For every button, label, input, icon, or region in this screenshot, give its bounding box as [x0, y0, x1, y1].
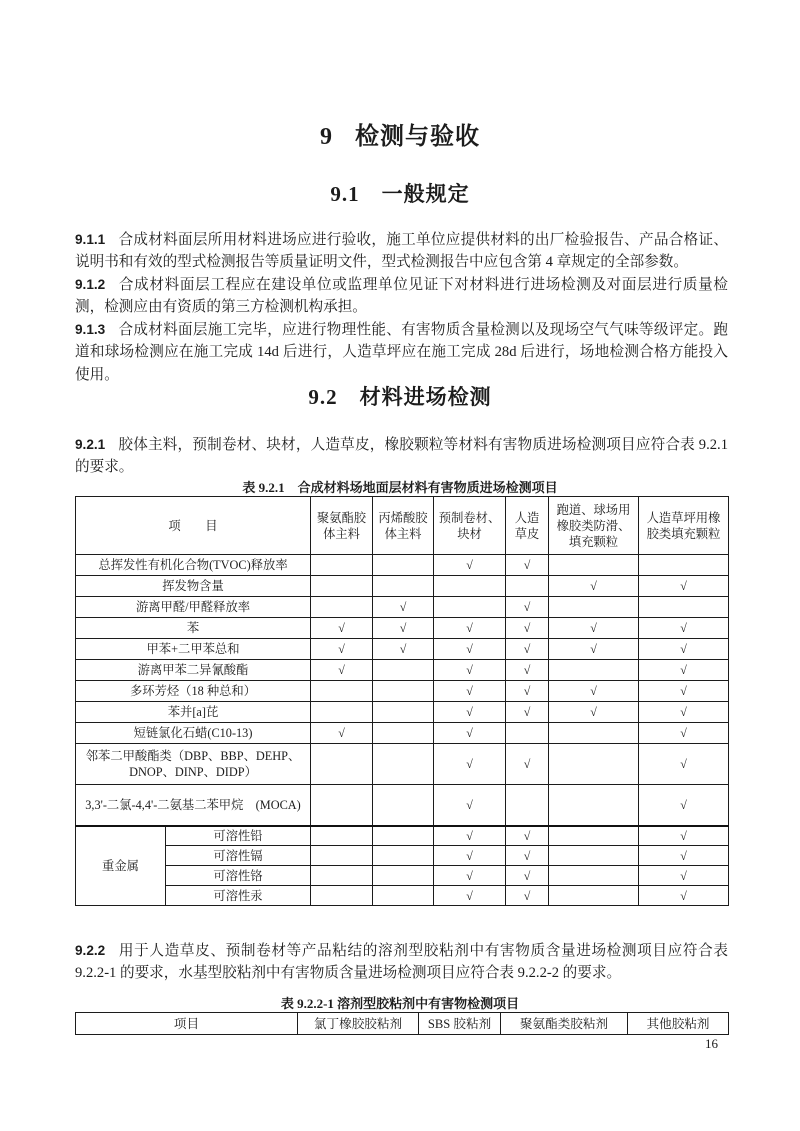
check-mark-cell: √ — [434, 723, 506, 744]
check-mark-cell: √ — [506, 618, 549, 639]
empty-cell — [311, 886, 373, 906]
section-number: 9.2 — [308, 385, 338, 409]
empty-cell — [506, 723, 549, 744]
empty-cell — [373, 846, 434, 866]
check-mark-cell: √ — [311, 639, 373, 660]
empty-cell — [639, 555, 729, 576]
paragraph-9-1-1 — [75, 229, 728, 274]
empty-cell — [549, 886, 639, 906]
item-name-cell: 多环芳烃（18 种总和） — [76, 681, 311, 702]
check-mark-cell: √ — [311, 660, 373, 681]
check-mark-cell: √ — [549, 681, 639, 702]
table-row — [76, 702, 729, 723]
material-column-header-0: 聚氨酯胶体主料 — [311, 497, 373, 555]
check-mark-cell: √ — [434, 744, 506, 785]
adhesive-column-header-0: 项目 — [76, 1013, 298, 1035]
empty-cell — [311, 785, 373, 826]
table-row — [76, 555, 729, 576]
empty-cell — [373, 826, 434, 846]
empty-cell — [549, 723, 639, 744]
solvent-adhesive-table — [75, 1012, 729, 1035]
empty-cell — [549, 597, 639, 618]
clause-text: 合成材料面层施工完毕，应进行物理性能、有害物质含量检测以及现场空气气味等级评定。跑道和球场检测应在施工完成 14d 后进行，人造草坪应在施工完成 28d 后进行，场地检测合格方能投入使用。 — [75, 322, 728, 383]
item-name-cell: 可溶性镉 — [166, 846, 311, 866]
check-mark-cell: √ — [549, 702, 639, 723]
material-column-header-4: 跑道、球场用橡胶类防滑、填充颗粒 — [549, 497, 639, 555]
check-mark-cell: √ — [434, 886, 506, 906]
paragraph-9-1-2 — [75, 274, 728, 319]
clause-text: 合成材料面层工程应在建设单位或监理单位见证下对材料进行进场检测及对面层进行质量检测，检测应由有资质的第三方检测机构承担。 — [75, 277, 728, 316]
check-mark-cell: √ — [639, 744, 729, 785]
check-mark-cell: √ — [506, 846, 549, 866]
check-mark-cell: √ — [639, 886, 729, 906]
check-mark-cell: √ — [434, 826, 506, 846]
empty-cell — [549, 785, 639, 826]
clause-number: 9.1.2 — [75, 277, 106, 292]
empty-cell — [373, 886, 434, 906]
check-mark-cell: √ — [434, 866, 506, 886]
hazard-detection-table — [75, 496, 729, 906]
table-row-heavy-metal — [76, 886, 729, 906]
empty-cell — [311, 866, 373, 886]
check-mark-cell: √ — [506, 639, 549, 660]
check-mark-cell: √ — [549, 618, 639, 639]
item-name-cell: 游离甲醛/甲醛释放率 — [76, 597, 311, 618]
empty-cell — [311, 702, 373, 723]
clause-number: 9.1.3 — [75, 322, 106, 337]
material-column-header-3: 人造草皮 — [506, 497, 549, 555]
section-title-9-2 — [0, 381, 800, 411]
empty-cell — [434, 597, 506, 618]
check-mark-cell: √ — [549, 576, 639, 597]
check-mark-cell: √ — [434, 681, 506, 702]
table-row — [76, 597, 729, 618]
check-mark-cell: √ — [639, 846, 729, 866]
table-row — [76, 723, 729, 744]
empty-cell — [373, 785, 434, 826]
check-mark-cell: √ — [434, 555, 506, 576]
empty-cell — [549, 826, 639, 846]
check-mark-cell: √ — [506, 555, 549, 576]
empty-cell — [506, 785, 549, 826]
empty-cell — [549, 846, 639, 866]
check-mark-cell: √ — [639, 618, 729, 639]
empty-cell — [434, 576, 506, 597]
item-name-cell: 短链氯化石蜡(C10-13) — [76, 723, 311, 744]
check-mark-cell: √ — [639, 785, 729, 826]
adhesive-column-header-3: 聚氨酯类胶粘剂 — [501, 1013, 628, 1035]
check-mark-cell: √ — [373, 639, 434, 660]
adhesive-column-header-4: 其他胶粘剂 — [628, 1013, 729, 1035]
table-row — [76, 660, 729, 681]
clause-text: 用于人造草皮、预制卷材等产品粘结的溶剂型胶粘剂中有害物质含量进场检测项目应符合表 9.2.2-1 的要求，水基型胶粘剂中有害物质含量进场检测项目应符合表 9.2.2-2 的要求。 — [75, 943, 728, 982]
table-header-row — [76, 1013, 729, 1035]
paragraph-9-2-1 — [75, 434, 728, 479]
check-mark-cell: √ — [311, 723, 373, 744]
table2-caption: 表 9.2.2-1 溶剂型胶粘剂中有害物检测项目 — [280, 996, 520, 1011]
empty-cell — [311, 681, 373, 702]
check-mark-cell: √ — [639, 702, 729, 723]
paragraph-9-1-3 — [75, 319, 728, 386]
empty-cell — [311, 597, 373, 618]
item-name-cell: 可溶性铅 — [166, 826, 311, 846]
item-name-cell: 甲苯+二甲苯总和 — [76, 639, 311, 660]
check-mark-cell: √ — [506, 744, 549, 785]
table-row — [76, 576, 729, 597]
check-mark-cell: √ — [311, 618, 373, 639]
empty-cell — [373, 576, 434, 597]
empty-cell — [373, 723, 434, 744]
check-mark-cell: √ — [506, 702, 549, 723]
check-mark-cell: √ — [506, 660, 549, 681]
check-mark-cell: √ — [434, 660, 506, 681]
empty-cell — [373, 702, 434, 723]
check-mark-cell: √ — [639, 639, 729, 660]
material-column-header-1: 丙烯酸胶体主料 — [373, 497, 434, 555]
check-mark-cell: √ — [506, 886, 549, 906]
paragraph-9-2-2 — [75, 940, 728, 985]
check-mark-cell: √ — [506, 826, 549, 846]
empty-cell — [373, 866, 434, 886]
page-number: 16 — [705, 1036, 718, 1051]
item-name-cell: 苯 — [76, 618, 311, 639]
check-mark-cell: √ — [639, 826, 729, 846]
empty-cell — [311, 555, 373, 576]
check-mark-cell: √ — [434, 702, 506, 723]
item-name-cell: 苯并[a]芘 — [76, 702, 311, 723]
empty-cell — [311, 744, 373, 785]
check-mark-cell: √ — [434, 846, 506, 866]
heavy-metal-group-cell: 重金属 — [76, 826, 166, 906]
check-mark-cell: √ — [373, 597, 434, 618]
item-name-cell: 3,3'-二氯-4,4'-二氨基二苯甲烷 (MOCA) — [76, 785, 311, 826]
check-mark-cell: √ — [639, 723, 729, 744]
empty-cell — [311, 576, 373, 597]
empty-cell — [639, 597, 729, 618]
table-row-heavy-metal — [76, 826, 729, 846]
item-name-cell: 游离甲苯二异氰酸酯 — [76, 660, 311, 681]
check-mark-cell: √ — [639, 866, 729, 886]
table-row — [76, 785, 729, 826]
empty-cell — [373, 681, 434, 702]
item-column-header: 项 目 — [76, 497, 311, 555]
check-mark-cell: √ — [549, 639, 639, 660]
table-header-row — [76, 497, 729, 555]
empty-cell — [549, 744, 639, 785]
material-column-header-5: 人造草坪用橡胶类填充颗粒 — [639, 497, 729, 555]
empty-cell — [311, 826, 373, 846]
table-row-heavy-metal — [76, 866, 729, 886]
section-title-text: 一般规定 — [381, 182, 470, 206]
clause-text: 合成材料面层所用材料进场应进行验收，施工单位应提供材料的出厂检验报告、产品合格证、说明书和有效的型式检测报告等质量证明文件，型式检测报告中应包含第 4 章规定的全部参数。 — [75, 232, 728, 271]
check-mark-cell: √ — [639, 576, 729, 597]
check-mark-cell: √ — [434, 618, 506, 639]
section-title-9-1 — [0, 178, 800, 208]
table-row — [76, 618, 729, 639]
clause-number: 9.2.1 — [75, 437, 106, 452]
item-name-cell: 可溶性铬 — [166, 866, 311, 886]
empty-cell — [373, 555, 434, 576]
item-name-cell: 可溶性汞 — [166, 886, 311, 906]
table-row — [76, 744, 729, 785]
table-row — [76, 681, 729, 702]
empty-cell — [373, 744, 434, 785]
section-number: 9.1 — [330, 182, 360, 206]
item-name-cell: 邻苯二甲酸酯类（DBP、BBP、DEHP、DNOP、DINP、DIDP） — [76, 744, 311, 785]
check-mark-cell: √ — [506, 597, 549, 618]
section-title-text: 材料进场检测 — [359, 385, 492, 409]
empty-cell — [549, 555, 639, 576]
table-row — [76, 639, 729, 660]
check-mark-cell: √ — [434, 639, 506, 660]
item-name-cell: 挥发物含量 — [76, 576, 311, 597]
check-mark-cell: √ — [506, 681, 549, 702]
clause-text: 胶体主料，预制卷材、块材，人造草皮，橡胶颗粒等材料有害物质进场检测项目应符合表 9.2.1 的要求。 — [75, 437, 728, 476]
check-mark-cell: √ — [434, 785, 506, 826]
table1-caption: 表 9.2.1 合成材料场地面层材料有害物质进场检测项目 — [242, 480, 558, 495]
empty-cell — [311, 846, 373, 866]
empty-cell — [549, 866, 639, 886]
empty-cell — [549, 660, 639, 681]
check-mark-cell: √ — [639, 681, 729, 702]
table-row-heavy-metal — [76, 846, 729, 866]
item-name-cell: 总挥发性有机化合物(TVOC)释放率 — [76, 555, 311, 576]
clause-number: 9.2.2 — [75, 943, 106, 958]
chapter-number: 9 — [320, 124, 333, 150]
clause-number: 9.1.1 — [75, 232, 106, 247]
check-mark-cell: √ — [373, 618, 434, 639]
material-column-header-2: 预制卷材、块材 — [434, 497, 506, 555]
chapter-title-text: 检测与验收 — [355, 124, 480, 150]
empty-cell — [373, 660, 434, 681]
check-mark-cell: √ — [506, 866, 549, 886]
adhesive-column-header-2: SBS 胶粘剂 — [419, 1013, 501, 1035]
check-mark-cell: √ — [639, 660, 729, 681]
empty-cell — [506, 576, 549, 597]
chapter-title — [0, 116, 800, 151]
adhesive-column-header-1: 氯丁橡胶胶粘剂 — [298, 1013, 419, 1035]
